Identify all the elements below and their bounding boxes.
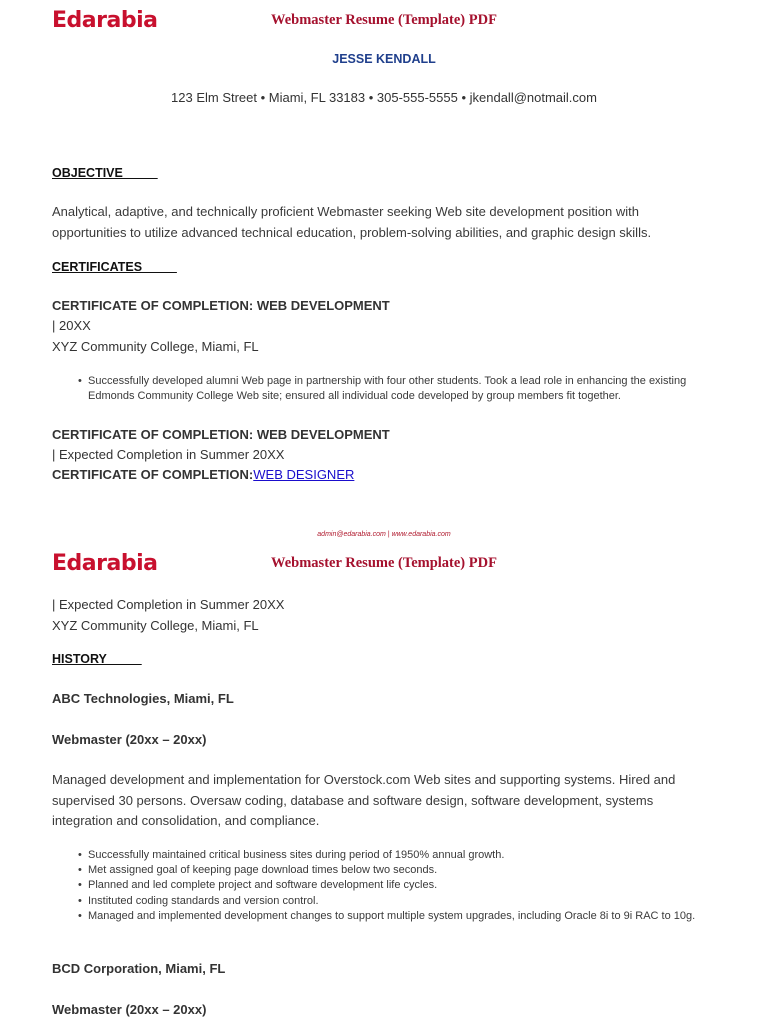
- candidate-name: JESSE KENDALL: [332, 52, 436, 66]
- list-item: • Managed and implemented development changes to support multiple system upgrades, including Oracle 8i to 9i RAC to 10g.: [78, 909, 708, 924]
- document-title: Webmaster Resume (Template) PDF: [271, 555, 497, 571]
- list-item: • Successfully developed alumni Web page in partnership with four other students. Took a lead role in enhancing the existing Edmonds Community College Web site; ensured all individual code developed by group members fit together.: [78, 374, 708, 404]
- objective-line: opportunities to utilize advanced technical education, problem-solving abilities, and graphic design skills.: [52, 224, 652, 240]
- certificates-heading: CERTIFICATES_____: [52, 260, 177, 274]
- certificate-date: | Expected Completion in Summer 20XX: [52, 447, 285, 462]
- footer-contact: admin@edarabia.com | www.edarabia.com: [317, 531, 451, 538]
- web-designer-link[interactable]: WEB DESIGNER: [253, 467, 355, 482]
- job-title: Webmaster (20xx – 20xx): [52, 732, 207, 747]
- document-title: Webmaster Resume (Template) PDF: [271, 12, 497, 28]
- list-item: • Met assigned goal of keeping page download times below two seconds.: [78, 863, 708, 878]
- edarabia-logo: Edarabia: [52, 8, 158, 33]
- certificate-school: XYZ Community College, Miami, FL: [52, 339, 259, 354]
- certificate-title-prefix: CERTIFICATE OF COMPLETION:: [52, 467, 254, 482]
- certificate-date: | Expected Completion in Summer 20XX: [52, 597, 285, 612]
- certificate-bullets: [78, 374, 708, 404]
- objective-line: Analytical, adaptive, and technically proficient Webmaster seeking Web site development position with: [52, 204, 639, 219]
- job-description-line: Managed development and implementation for Overstock.com Web sites and supporting systems. Hired and: [52, 772, 676, 787]
- job-bullets: [78, 848, 708, 924]
- certificate-title: [52, 467, 354, 482]
- certificate-school: XYZ Community College, Miami, FL: [52, 618, 259, 633]
- job-title: Webmaster (20xx – 20xx): [52, 1002, 207, 1017]
- history-heading: HISTORY_____: [52, 652, 142, 666]
- list-item: • Planned and led complete project and software development life cycles.: [78, 878, 708, 893]
- objective-text: [52, 202, 712, 243]
- job-description-line: integration and consolidation, and compliance.: [52, 813, 320, 828]
- objective-heading: OBJECTIVE_____: [52, 166, 158, 180]
- edarabia-logo: Edarabia: [52, 551, 158, 576]
- certificate-title: CERTIFICATE OF COMPLETION: WEB DEVELOPMENT: [52, 427, 390, 442]
- job-company: ABC Technologies, Miami, FL: [52, 691, 234, 706]
- certificate-date: | 20XX: [52, 318, 91, 333]
- job-description: [52, 770, 712, 832]
- job-company: BCD Corporation, Miami, FL: [52, 961, 226, 976]
- certificate-title: CERTIFICATE OF COMPLETION: WEB DEVELOPMENT: [52, 298, 390, 313]
- list-item: • Successfully maintained critical business sites during period of 1950% annual growth.: [78, 848, 708, 863]
- list-item: • Instituted coding standards and version control.: [78, 894, 708, 909]
- contact-line: 123 Elm Street • Miami, FL 33183 • 305-555-5555 • jkendall@notmail.com: [171, 90, 597, 105]
- job-description-line: supervised 30 persons. Oversaw coding, database and software design, software development, systems: [52, 792, 654, 808]
